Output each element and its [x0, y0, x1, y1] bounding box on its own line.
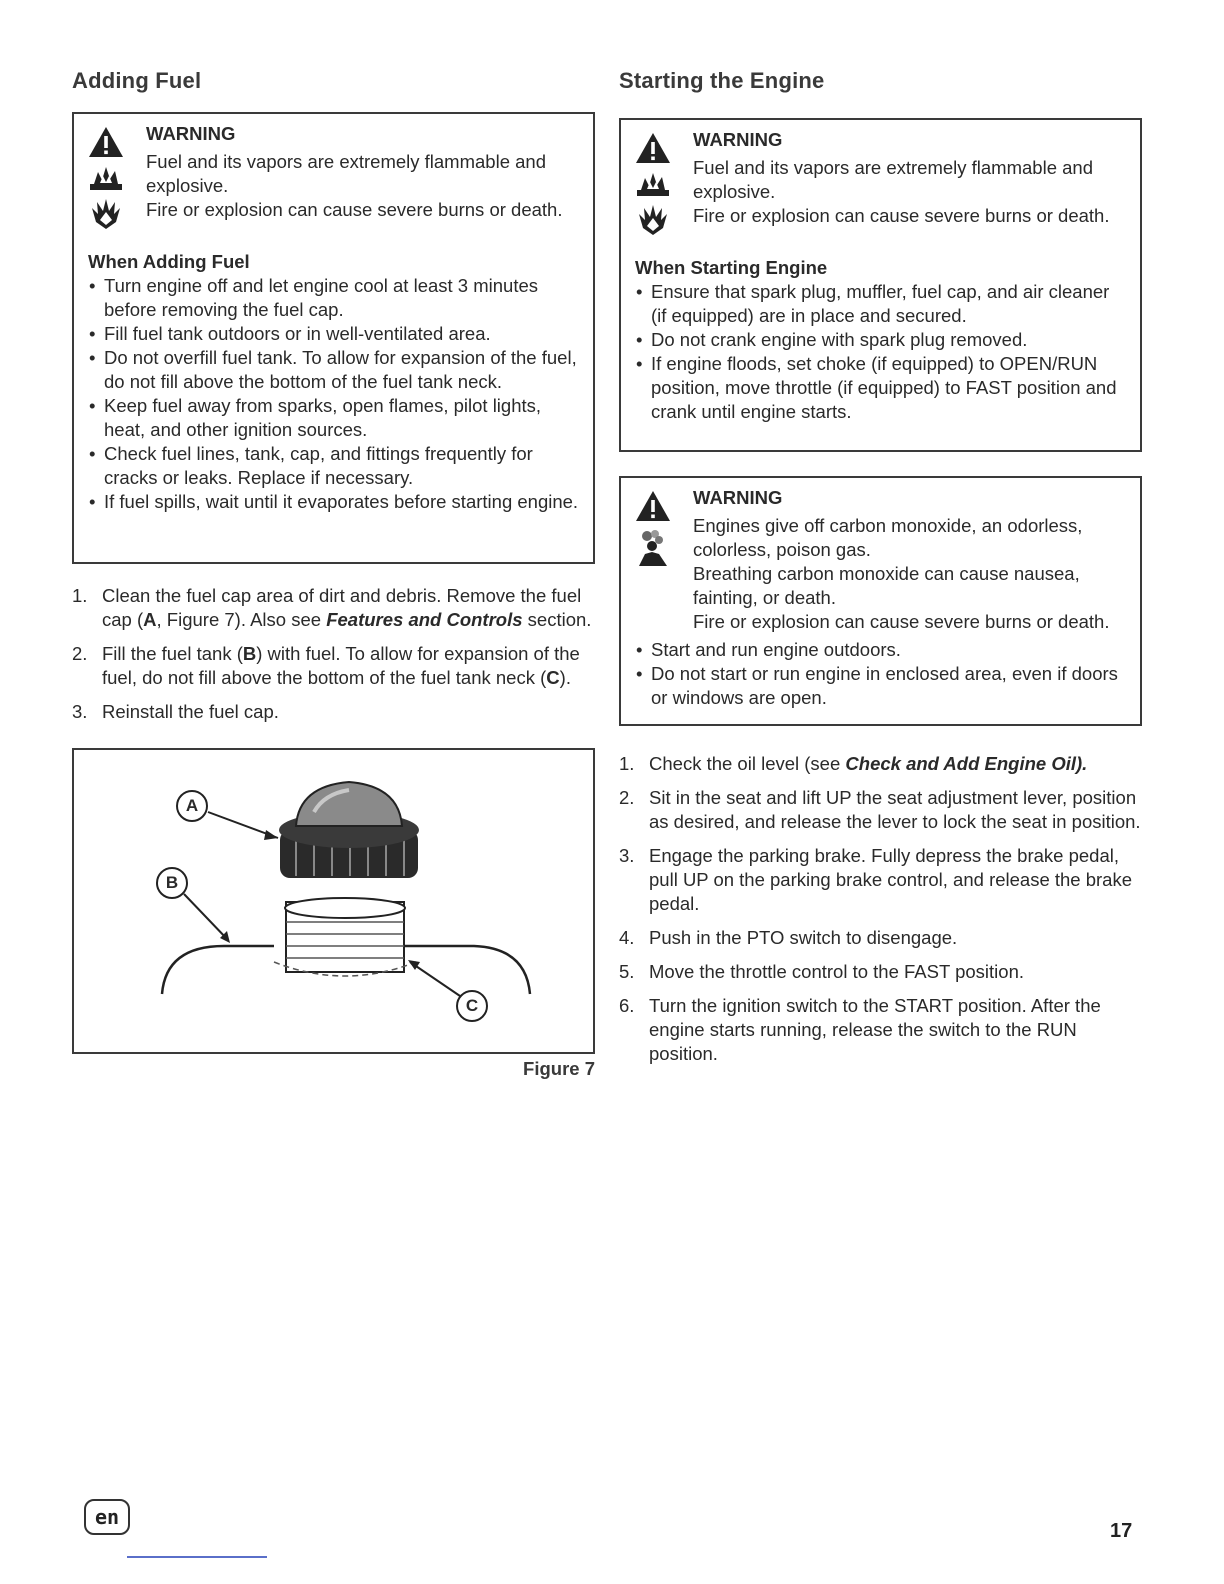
- language-badge: en: [84, 1499, 130, 1535]
- bullet-item: • Turn engine off and let engine cool at least 3 minutes before removing the fuel cap.: [88, 274, 579, 322]
- warning-text: [693, 128, 1126, 242]
- warning-header: [88, 122, 579, 236]
- when-starting-engine-title: When Starting Engine: [635, 257, 828, 278]
- fuel-warning-box: [72, 112, 595, 564]
- callout-label-c: C: [465, 996, 479, 1015]
- callout-label-b: B: [165, 873, 179, 892]
- starting-engine-section: [619, 62, 1142, 1076]
- fire-hazard-icon: [635, 204, 671, 236]
- explosion-hazard-icon: [635, 170, 671, 198]
- carbon-monoxide-warning-box: [619, 476, 1142, 726]
- step-number: 5.: [619, 961, 635, 982]
- figure-caption: Figure 7: [523, 1058, 595, 1079]
- step-text: Turn the ignition switch to the START position. After the engine starts running, release the switch to the RUN position.: [649, 995, 1101, 1064]
- flammable-warning-line: Fuel and its vapors are extremely flammable and explosive.: [693, 157, 1093, 202]
- breathing-warning-line: Breathing carbon monoxide can cause nausea, fainting, or death.: [693, 563, 1080, 608]
- start-warning-box: [619, 118, 1142, 452]
- step-item: [72, 642, 595, 690]
- flammable-warning-line: Fuel and its vapors are extremely flammable and explosive.: [146, 151, 546, 196]
- warning-title: WARNING: [146, 123, 236, 144]
- toxic-gas-icon: [635, 528, 671, 568]
- bullet-item: • If engine floods, set choke (if equipped) to OPEN/RUN position, move throttle (if equipped) to FAST position and crank until engine starts.: [635, 352, 1126, 424]
- step-number: 2.: [72, 643, 88, 664]
- when-adding-fuel-title: When Adding Fuel: [88, 251, 250, 272]
- warning-triangle-icon: [88, 126, 124, 158]
- step-text: , Figure 7). Also see: [156, 609, 327, 630]
- step-item: [619, 844, 1142, 916]
- adding-fuel-bullet-list: [88, 274, 579, 514]
- step-text: section.: [522, 609, 592, 630]
- bullet-item: • Do not crank engine with spark plug removed.: [635, 328, 1126, 352]
- step-number: 3.: [619, 845, 635, 866]
- figure-7-box: [72, 748, 595, 1054]
- label-ref: A: [143, 609, 157, 630]
- bullet-item: • Keep fuel away from sparks, open flames, pilot lights, heat, and other ignition sources.: [88, 394, 579, 442]
- step-number: 3.: [72, 701, 88, 722]
- adding-fuel-heading: Adding Fuel: [72, 68, 202, 93]
- step-item: [619, 786, 1142, 834]
- page-number: 17: [1110, 1520, 1133, 1542]
- fire-hazard-icon: [88, 198, 124, 230]
- footer-rule: [127, 1556, 267, 1558]
- bullet-item: • Fill fuel tank outdoors or in well-ventilated area.: [88, 322, 579, 346]
- step-text: ) with fuel. To allow for expansion of the fuel, do not fill above the bottom of the fuel tank neck (: [102, 643, 580, 688]
- starting-engine-heading: Starting the Engine: [619, 68, 825, 93]
- step-item: [72, 584, 595, 632]
- warning-text: [146, 122, 579, 236]
- step-text: Fill the fuel tank (: [102, 643, 243, 664]
- section-ref: Features and Controls: [326, 609, 523, 630]
- step-number: 1.: [72, 585, 88, 606]
- carbon-monoxide-line: Engines give off carbon monoxide, an odorless, colorless, poison gas.: [693, 515, 1083, 560]
- adding-fuel-section: [72, 62, 595, 1080]
- warning-triangle-icon: [635, 490, 671, 522]
- step-number: 6.: [619, 995, 635, 1016]
- explosion-hazard-icon: [88, 164, 124, 192]
- step-text: Engage the parking brake. Fully depress the brake pedal, pull UP on the parking brake control, and release the brake pedal.: [649, 845, 1133, 914]
- warning-icons: [88, 122, 146, 236]
- step-item: [619, 926, 1142, 950]
- warning-title: WARNING: [693, 129, 783, 150]
- section-ref: Check and Add Engine Oil).: [845, 753, 1088, 774]
- bullet-item: • Ensure that spark plug, muffler, fuel cap, and air cleaner (if equipped) are in place and secured.: [635, 280, 1126, 328]
- step-text: Clean the fuel cap area of dirt and debris. Remove the fuel cap (: [102, 585, 582, 630]
- warning-triangle-icon: [635, 132, 671, 164]
- step-text: Sit in the seat and lift UP the seat adjustment lever, position as desired, and release the lever to lock the seat in position.: [649, 787, 1141, 832]
- fuel-cap-illustration: [74, 750, 593, 1052]
- step-number: 4.: [619, 927, 635, 948]
- warning-title: WARNING: [693, 487, 783, 508]
- starting-engine-steps: [619, 752, 1142, 1066]
- bullet-item: • Start and run engine outdoors.: [635, 638, 1126, 662]
- callout-label-a: A: [185, 796, 199, 815]
- step-text: ).: [559, 667, 571, 688]
- bullet-item: • Do not start or run engine in enclosed area, even if doors or windows are open.: [635, 662, 1126, 710]
- adding-fuel-steps: [72, 584, 595, 724]
- warning-header: [635, 486, 1126, 634]
- step-item: [72, 700, 595, 724]
- step-number: 1.: [619, 753, 635, 774]
- burns-warning-line: Fire or explosion can cause severe burns or death.: [146, 199, 563, 220]
- warning-icons: [635, 486, 693, 634]
- step-item: [619, 994, 1142, 1066]
- warning-text: [693, 486, 1126, 634]
- bullet-item: • If fuel spills, wait until it evaporates before starting engine.: [88, 490, 579, 514]
- warning-header: [635, 128, 1126, 242]
- bullet-item: • Do not overfill fuel tank. To allow for expansion of the fuel, do not fill above the bottom of the fuel tank neck.: [88, 346, 579, 394]
- step-item: [619, 960, 1142, 984]
- step-number: 2.: [619, 787, 635, 808]
- label-ref: C: [546, 667, 560, 688]
- step-text: Reinstall the fuel cap.: [102, 701, 279, 722]
- step-text: Check the oil level (see: [649, 753, 846, 774]
- warning-icons: [635, 128, 693, 242]
- step-item: [619, 752, 1142, 776]
- burns-warning-line: Fire or explosion can cause severe burns or death.: [693, 611, 1110, 632]
- bullet-item: • Check fuel lines, tank, cap, and fittings frequently for cracks or leaks. Replace if necessary.: [88, 442, 579, 490]
- step-text: Push in the PTO switch to disengage.: [649, 927, 958, 948]
- starting-engine-bullet-list: [635, 280, 1126, 424]
- step-text: Move the throttle control to the FAST position.: [649, 961, 1024, 982]
- label-ref: B: [242, 643, 257, 664]
- carbon-monoxide-bullet-list: [635, 638, 1126, 710]
- burns-warning-line: Fire or explosion can cause severe burns or death.: [693, 205, 1110, 226]
